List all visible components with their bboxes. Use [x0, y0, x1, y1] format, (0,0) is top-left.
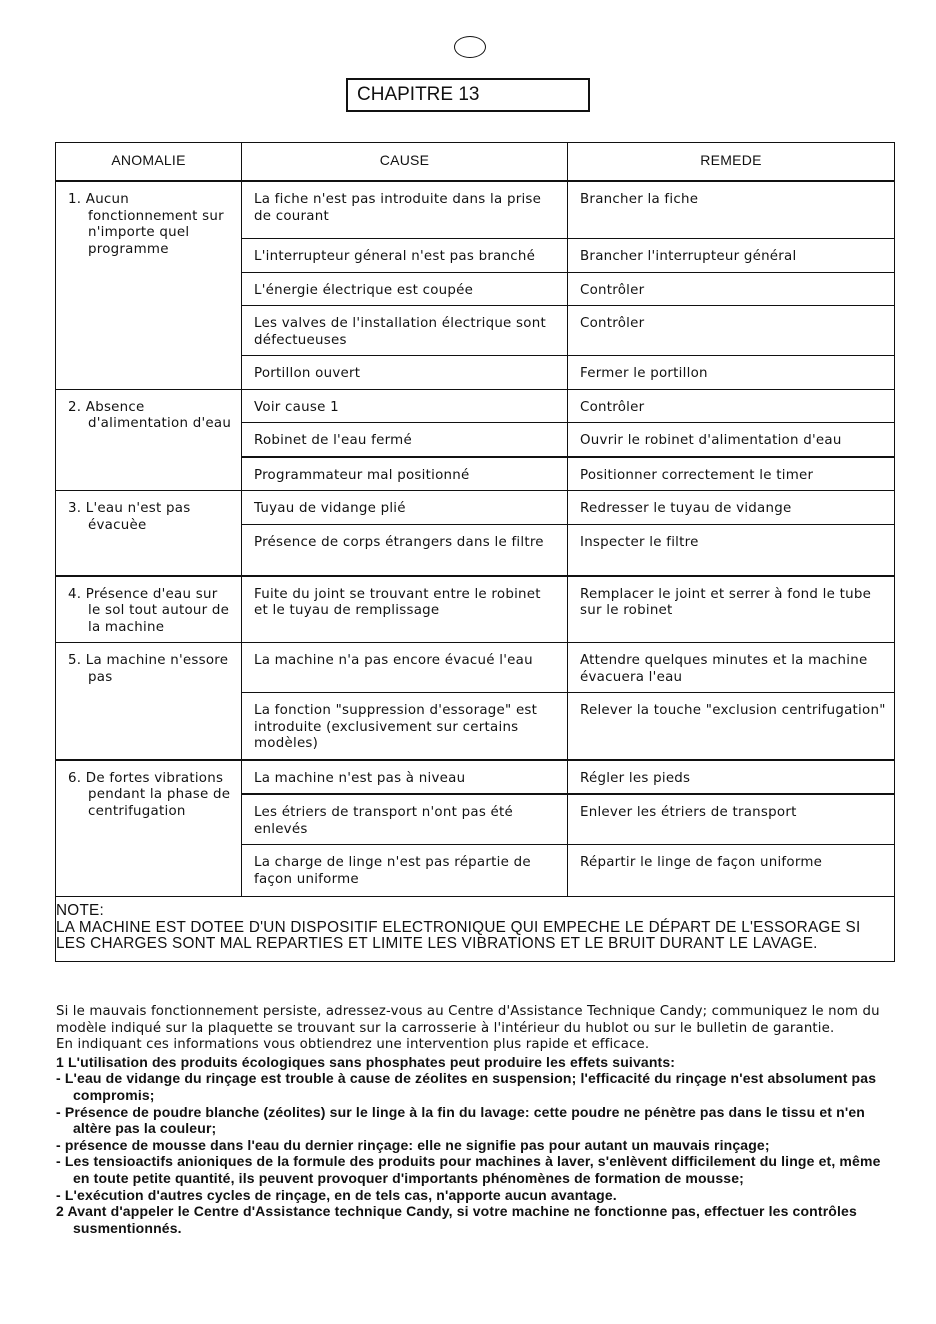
note-text: LA MACHINE EST DOTEE D'UN DISPOSITIF ELECTRONIQUE QUI EMPECHE LE DÉPART DE L'ESSORAGE SI LES CHARGES SONT MAL REPARTIES ET LIMITE LES VIBRATIONS ET LE BRUIT DURANT LE LAVAGE. — [56, 918, 861, 952]
cause-cell: Présence de corps étrangers dans le filtre — [242, 524, 568, 576]
cause-cell: Fuite du joint se trouvant entre le robinet et le tuyau de remplissage — [242, 576, 568, 643]
chapter-title: CHAPITRE 13 — [346, 78, 590, 112]
footer-point-2: 2 Avant d'appeler le Centre d'Assistance technique Candy, si votre machine ne fonctionne pas, effectuer les contrôles susmentionnés. — [56, 1203, 857, 1236]
remedy-cell: Ouvrir le robinet d'alimentation d'eau — [568, 423, 895, 457]
remedy-cell: Remplacer le joint et serrer à fond le tube sur le robinet — [568, 576, 895, 643]
table-row — [56, 491, 895, 525]
anomaly-cell — [56, 491, 242, 576]
anomaly-text: 5. La machine n'essore pas — [68, 653, 229, 685]
footer-point-1: 1 L'utilisation des produits écologiques sans phosphates peut produire les effets suivants: — [56, 1053, 676, 1070]
remedy-cell: Enlever les étriers de transport — [568, 794, 895, 845]
table-row — [56, 181, 895, 239]
anomaly-text: 1. Aucun fonctionnement sur n'importe quel programme — [68, 192, 224, 257]
list-item: - présence de mousse dans l'eau du dernier rinçage: elle ne signifie pas pour autant un mauvais rinçage; — [56, 1136, 770, 1153]
list-item: - Présence de poudre blanche (zéolites) sur le linge à la fin du lavage: cette poudre ne pénètre pas dans le tissu et n'en altère pas la couleur; — [56, 1103, 865, 1137]
note-row — [56, 897, 895, 962]
footer-paragraph: Si le mauvais fonctionnement persiste, adressez-vous au Centre d'Assistance Technique Candy; communiquez le nom du modèle indiqué sur la plaquette se trouvant sur la carrosserie à l'intérieur du hublot ou sur le bulletin de garantie. — [56, 1004, 880, 1036]
cause-cell: Portillon ouvert — [242, 356, 568, 390]
anomaly-text: 2. Absence d'alimentation d'eau — [68, 399, 232, 431]
cause-cell: Les valves de l'installation électrique sont défectueuses — [242, 306, 568, 356]
anomaly-cell — [56, 576, 242, 643]
cause-cell: La charge de linge n'est pas répartie de façon uniforme — [242, 845, 568, 897]
table-row — [56, 643, 895, 693]
remedy-cell: Contrôler — [568, 389, 895, 423]
note-title: NOTE: — [56, 902, 104, 919]
remedy-cell: Brancher la fiche — [568, 181, 895, 239]
remedy-cell: Attendre quelques minutes et la machine évacuera l'eau — [568, 643, 895, 693]
header-cause: CAUSE — [242, 143, 568, 182]
remedy-cell: Inspecter le filtre — [568, 524, 895, 576]
cause-cell: La machine n'est pas à niveau — [242, 760, 568, 795]
list-item: - L'exécution d'autres cycles de rinçage, en de tels cas, n'apporte aucun avantage. — [56, 1186, 617, 1203]
table-row — [56, 760, 895, 795]
anomaly-cell — [56, 389, 242, 491]
anomaly-cell — [56, 760, 242, 897]
remedy-cell: Relever la touche "exclusion centrifugation" — [568, 693, 895, 760]
cause-cell: La fiche n'est pas introduite dans la prise de courant — [242, 181, 568, 239]
remedy-cell: Positionner correctement le timer — [568, 457, 895, 491]
remedy-cell: Fermer le portillon — [568, 356, 895, 390]
cause-cell: Voir cause 1 — [242, 389, 568, 423]
cause-cell: L'interrupteur géneral n'est pas branché — [242, 239, 568, 273]
cause-cell: Les étriers de transport n'ont pas été enlevés — [242, 794, 568, 845]
remedy-cell: Régler les pieds — [568, 760, 895, 795]
anomaly-cell — [56, 181, 242, 389]
anomaly-text: 6. De fortes vibrations pendant la phase de centrifugation — [68, 770, 231, 819]
anomaly-cell — [56, 643, 242, 760]
note-cell — [56, 897, 895, 962]
remedy-cell: Contrôler — [568, 306, 895, 356]
footer-paragraph: En indiquant ces informations vous obtiendrez une intervention plus rapide et efficace. — [56, 1037, 650, 1053]
cause-cell: Programmateur mal positionné — [242, 457, 568, 491]
anomaly-text: 3. L'eau n'est pas évacuèe — [68, 501, 191, 533]
anomaly-text: 4. Présence d'eau sur le sol tout autour de la machine — [68, 586, 230, 635]
table-row — [56, 389, 895, 423]
header-anomalie: ANOMALIE — [56, 143, 242, 182]
cause-cell: L'énergie électrique est coupée — [242, 272, 568, 306]
footer-text — [56, 1004, 896, 1236]
cause-cell: Tuyau de vidange plié — [242, 491, 568, 525]
list-item: - Les tensioactifs anioniques de la formule des produits pour machines à laver, s'enlèvent difficilement du linge et, même en toute petite quantité, ils peuvent provoquer d'importants phénomènes de formation de mousse; — [56, 1153, 881, 1186]
cause-cell: La fonction "suppression d'essorage" est introduite (exclusivement sur certains modèles) — [242, 693, 568, 760]
troubleshooting-table — [55, 142, 895, 962]
remedy-cell: Répartir le linge de façon uniforme — [568, 845, 895, 897]
language-marker-circle — [454, 36, 486, 58]
cause-cell: La machine n'a pas encore évacué l'eau — [242, 643, 568, 693]
remedy-cell: Redresser le tuyau de vidange — [568, 491, 895, 525]
table-row — [56, 576, 895, 643]
header-remede: REMEDE — [568, 143, 895, 182]
cause-cell: Robinet de l'eau fermé — [242, 423, 568, 457]
remedy-cell: Contrôler — [568, 272, 895, 306]
table-header-row — [56, 143, 895, 182]
list-item: - L'eau de vidange du rinçage est trouble à cause de zéolites en suspension; l'efficacité du rinçage n'est absolument pas compromis; — [56, 1070, 877, 1103]
remedy-cell: Brancher l'interrupteur général — [568, 239, 895, 273]
